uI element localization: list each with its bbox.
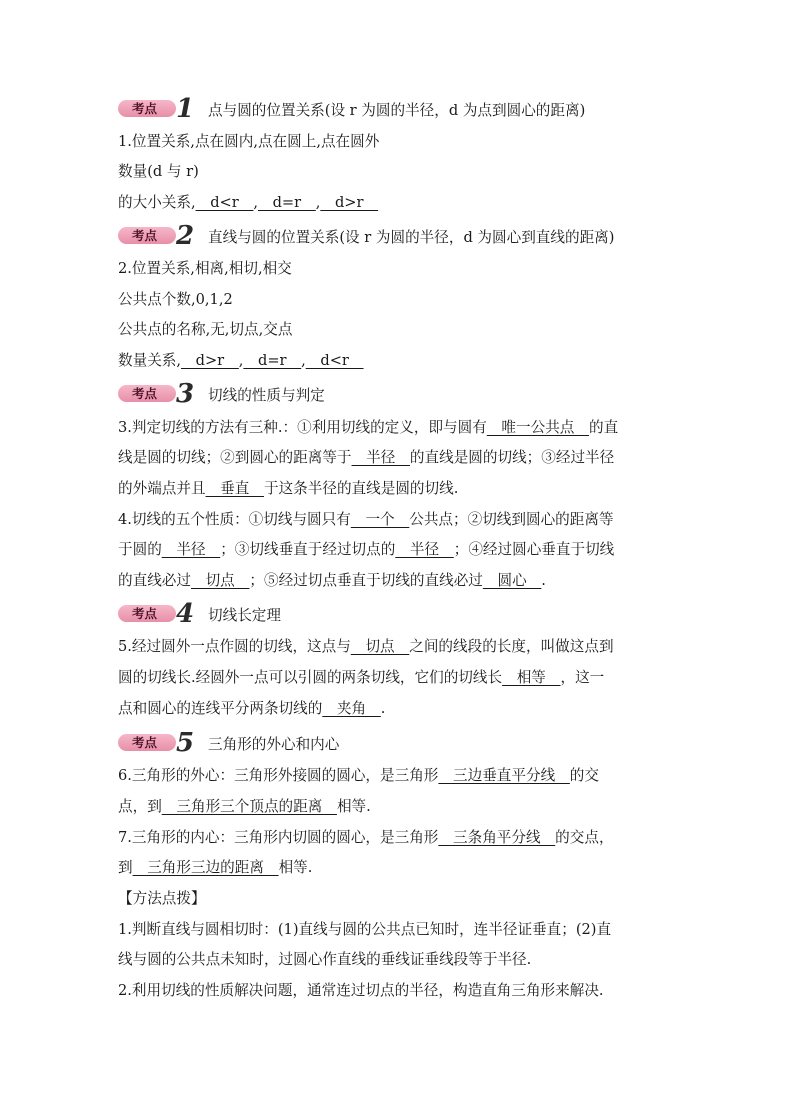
section-heading-2 — [118, 223, 614, 249]
section-heading-3 — [118, 381, 325, 407]
section-title: 切线的性质与判定 — [208, 386, 325, 404]
text-line: 2.利用切线的性质解决问题，通常连过切点的半径，构造直角三角形来解决. — [118, 982, 604, 999]
text-line: 到__三角形三边的距离__相等. — [118, 859, 313, 876]
text-line: 7.三角形的内心：三角形内切圆的圆心，是三角形__三条角平分线__的交点， — [118, 829, 614, 846]
text-line: 于圆的__半径__；③切线垂直于经过切点的__半径__；④经过圆心垂直于切线 — [118, 541, 615, 558]
text-line: 的直线必过__切点__；⑤经过切点垂直于切线的直线必过__圆心__. — [118, 572, 546, 589]
text-line: 线是圆的切线；②到圆心的距离等于__半径__的直线是圆的切线；③经过半径 — [118, 449, 615, 466]
text-line: 2.位置关系,相离,相切,相交 — [118, 260, 292, 277]
text-line: 的外端点并且__垂直__于这条半径的直线是圆的切线. — [118, 480, 459, 497]
section-heading-1 — [118, 96, 585, 122]
section-heading-4 — [118, 601, 281, 627]
section-title: 切线长定理 — [208, 606, 281, 624]
text-line: 5.经过圆外一点作圆的切线，这点与__切点__之间的线段的长度，叫做这点到 — [118, 638, 614, 655]
text-line: 的大小关系,__d<r__,__d=r__,__d>r__ — [118, 194, 379, 211]
section-title: 直线与圆的位置关系(设 r 为圆的半径，d 为圆心到直线的距离) — [208, 228, 615, 246]
section-title: 三角形的外心和内心 — [208, 735, 340, 753]
kaodian-badge: 考点 5 — [118, 730, 208, 756]
text-line: 圆的切线长.经圆外一点可以引圆的两条切线，它们的切线长__相等__，这一 — [118, 669, 605, 686]
kaodian-badge: 考点 2 — [118, 223, 208, 249]
text-line: 3.判定切线的方法有三种.：①利用切线的定义，即与圆有__唯一公共点__的直 — [118, 419, 619, 436]
kaodian-badge: 考点 3 — [118, 381, 208, 407]
text-line: 点和圆心的连线平分两条切线的__夹角__. — [118, 700, 386, 717]
text-line: 1.位置关系,点在圆内,点在圆上,点在圆外 — [118, 133, 380, 150]
text-line: 公共点的名称,无,切点,交点 — [118, 321, 293, 338]
method-title: 【方法点拨】 — [118, 890, 206, 907]
text-line: 1.判断直线与圆相切时：(1)直线与圆的公共点已知时，连半径证垂直；(2)直 — [118, 921, 612, 938]
kaodian-badge: 考点 1 — [118, 96, 208, 122]
text-line: 数量关系,__d>r__,__d=r__,__d<r__ — [118, 352, 364, 369]
kaodian-badge: 考点 4 — [118, 601, 208, 627]
text-line: 点，到__三角形三个顶点的距离__相等. — [118, 798, 371, 815]
section-title: 点与圆的位置关系(设 r 为圆的半径，d 为点到圆心的距离) — [208, 101, 586, 119]
section-heading-5 — [118, 730, 339, 756]
text-line: 6.三角形的外心：三角形外接圆的圆心，是三角形__三边垂直平分线__的交 — [118, 767, 599, 784]
text-line: 数量(d 与 r) — [118, 163, 199, 180]
text-line: 线与圆的公共点未知时，过圆心作直线的垂线证垂线段等于半径. — [118, 951, 532, 968]
text-line: 4.切线的五个性质：①切线与圆只有__一个__公共点；②切线到圆心的距离等 — [118, 511, 614, 528]
text-line: 公共点个数,0,1,2 — [118, 291, 233, 308]
